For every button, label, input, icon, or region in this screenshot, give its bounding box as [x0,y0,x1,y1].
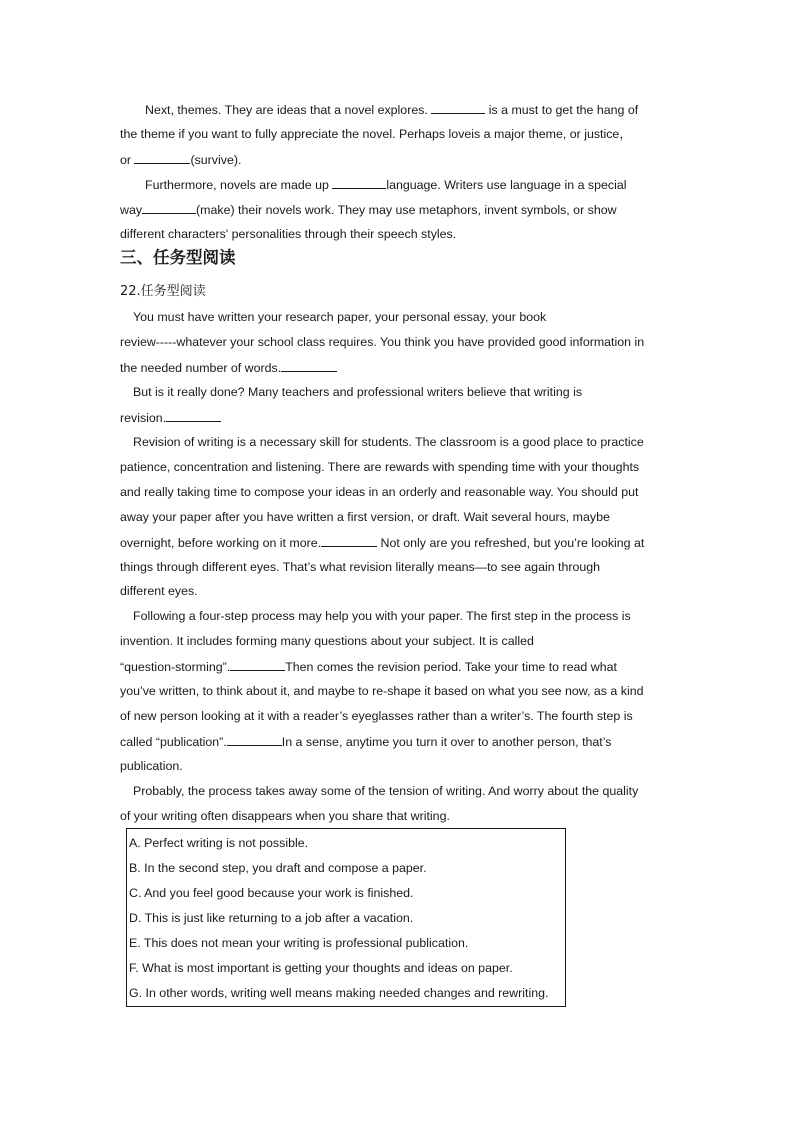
passage-line: things through different eyes. That’s what revision literally means—to see again through [120,560,601,574]
passage-line: “question-storming”. Then comes the revision period. Take your time to read what [120,660,617,674]
answer-blank[interactable] [166,409,221,422]
passage-line: review-----whatever your school class requires. You think you have provided good information in [120,335,645,349]
passage-line: Following a four-step process may help you with your paper. The first step in the process is [133,609,631,623]
prior-passage-line: Next, themes. They are ideas that a novel explores. is a must to get the hang of [145,103,639,117]
answer-blank[interactable] [431,101,485,114]
prior-passage-line: way (make) their novels work. They may use metaphors, invent symbols, or show [120,203,617,217]
passage-line: of your writing often disappears when you share that writing. [120,809,450,823]
passage-line: the needed number of words. [120,359,337,376]
passage-line: and really taking time to compose your ideas in an orderly and reasonable way. You should put [120,485,639,499]
option-d: D. This is just like returning to a job after a vacation. [129,911,414,925]
passage-line: called “publication”. In a sense, anytime you turn it over to another person, that’s [120,735,612,749]
section-heading: 三、任务型阅读 [120,248,236,267]
answer-blank[interactable] [281,359,337,372]
answer-blank[interactable] [227,733,282,746]
options-box [126,828,566,1007]
prior-passage-line: the theme if you want to fully appreciate the novel. Perhaps loveis a major theme, or justice， [120,127,632,141]
passage-line: publication. [120,759,183,773]
prior-passage-line: Furthermore, novels are made up language. Writers use language in a special [145,178,627,192]
passage-line: away your paper after you have written a first version, or draft. Wait several hours, maybe [120,510,610,524]
prior-passage-line: or (survive). [120,153,242,167]
option-f: F. What is most important is getting your thoughts and ideas on paper. [129,961,513,975]
passage-line: of new person looking at it with a reader’s eyeglasses rather than a writer’s. The fourth step is [120,709,633,723]
option-a: A. Perfect writing is not possible. [129,836,309,850]
passage-line: You must have written your research paper, your personal essay, your book [133,310,547,324]
answer-blank[interactable] [134,151,190,164]
answer-blank[interactable] [230,658,285,671]
passage-line: revision. [120,409,221,426]
passage-line: Revision of writing is a necessary skill for students. The classroom is a good place to practice [133,435,644,449]
option-c: C. And you feel good because your work is finished. [129,886,414,900]
passage-line: overnight, before working on it more. Not only are you refreshed, but you’re looking at [120,536,645,550]
passage-line: Probably, the process takes away some of the tension of writing. And worry about the quality [133,784,639,798]
prior-passage-line: different characters' personalities through their speech styles. [120,227,457,241]
option-b: B. In the second step, you draft and compose a paper. [129,861,427,875]
answer-blank[interactable] [142,201,196,214]
answer-blank[interactable] [332,176,386,189]
option-e: E. This does not mean your writing is professional publication. [129,936,469,950]
option-g: G. In other words, writing well means making needed changes and rewriting. [129,986,549,1000]
passage-line: But is it really done? Many teachers and professional writers believe that writing is [133,385,583,399]
passage-line: different eyes. [120,584,198,598]
passage-line: patience, concentration and listening. There are rewards with spending time with your thoughts [120,460,640,474]
passage-line: you’ve written, to think about it, and maybe to re-shape it based on what you see now, as a kind [120,684,644,698]
question-number: 22.任务型阅读 [120,284,206,299]
answer-blank[interactable] [321,534,377,547]
passage-line: invention. It includes forming many questions about your subject. It is called [120,634,534,648]
